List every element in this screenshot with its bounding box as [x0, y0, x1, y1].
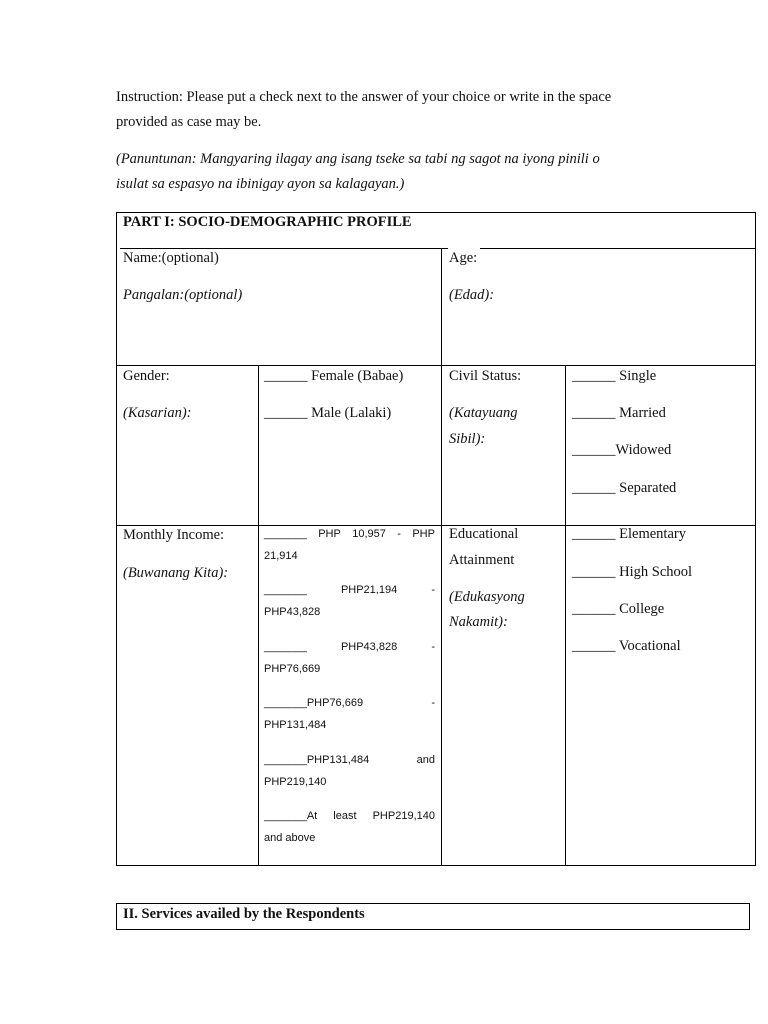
part2-box — [116, 903, 750, 930]
name-field[interactable] — [118, 272, 439, 362]
gender-label-filipino: (Kasarian): — [123, 405, 192, 421]
income-option[interactable]: _______PHP131,484 and PHP219,140 — [264, 754, 435, 788]
income-option[interactable]: _______ PHP 10,957 - PHP 21,914 — [264, 528, 435, 562]
name-label-filipino: Pangalan:(optional) — [123, 287, 243, 303]
income-label-filipino: (Buwanang Kita): — [123, 565, 229, 581]
age-label-filipino: (Edad): — [449, 287, 495, 303]
instruction-text — [116, 87, 611, 132]
education-option-college[interactable]: ______ College — [572, 601, 665, 617]
age-field[interactable] — [443, 272, 753, 362]
education-option-elementary[interactable]: ______ Elementary — [572, 526, 686, 542]
instruction-filipino-line-2: isulat sa espasyo na ibinigay ayon sa kalagayan.) — [116, 176, 405, 192]
income-option[interactable]: _______ PHP43,828 - PHP76,669 — [264, 641, 435, 675]
name-label: Name:(optional) — [123, 250, 219, 266]
civil-status-option-single[interactable]: ______ Single — [572, 368, 657, 384]
instruction-line-1: Instruction: Please put a check next to the answer of your choice or write in the space — [116, 89, 612, 105]
civil-status-option-married[interactable]: ______ Married — [572, 405, 666, 421]
gender-label: Gender: — [123, 368, 170, 384]
instruction-filipino-line-1: (Panuntunan: Mangyaring ilagay ang isang tseke sa tabi ng sagot na iyong pinili o — [116, 151, 600, 167]
income-option[interactable]: _______ PHP21,194 - PHP43,828 — [264, 584, 435, 618]
age-label: Age: — [449, 250, 478, 266]
instruction-filipino — [116, 149, 600, 194]
civil-status-label-filipino-1: (Katayuang — [449, 405, 518, 421]
education-option-vocational[interactable]: ______ Vocational — [572, 638, 681, 654]
education-label-2: Attainment — [449, 552, 515, 568]
civil-status-option-separated[interactable]: ______ Separated — [572, 480, 677, 496]
civil-status-option-widowed[interactable]: ______Widowed — [572, 442, 672, 458]
part1-title: PART I: SOCIO-DEMOGRAPHIC PROFILE — [123, 214, 412, 230]
education-label-filipino-2: Nakamit): — [449, 614, 508, 630]
civil-status-label-filipino-2: Sibil): — [449, 431, 486, 447]
education-label-1: Educational — [449, 526, 519, 542]
part2-title: II. Services availed by the Respondents — [123, 906, 365, 922]
income-label: Monthly Income: — [123, 527, 225, 543]
gender-option-male[interactable]: ______ Male (Lalaki) — [264, 405, 392, 421]
gender-option-female[interactable]: ______ Female (Babae) — [264, 368, 404, 384]
instruction-line-2: provided as case may be. — [116, 114, 262, 130]
income-option[interactable]: _______PHP76,669 - PHP131,484 — [264, 697, 435, 731]
civil-status-label: Civil Status: — [449, 368, 522, 384]
education-label-filipino-1: (Edukasyong — [449, 589, 525, 605]
income-option[interactable]: _______At least PHP219,140 and above — [264, 810, 435, 844]
education-option-high-school[interactable]: ______ High School — [572, 564, 693, 580]
